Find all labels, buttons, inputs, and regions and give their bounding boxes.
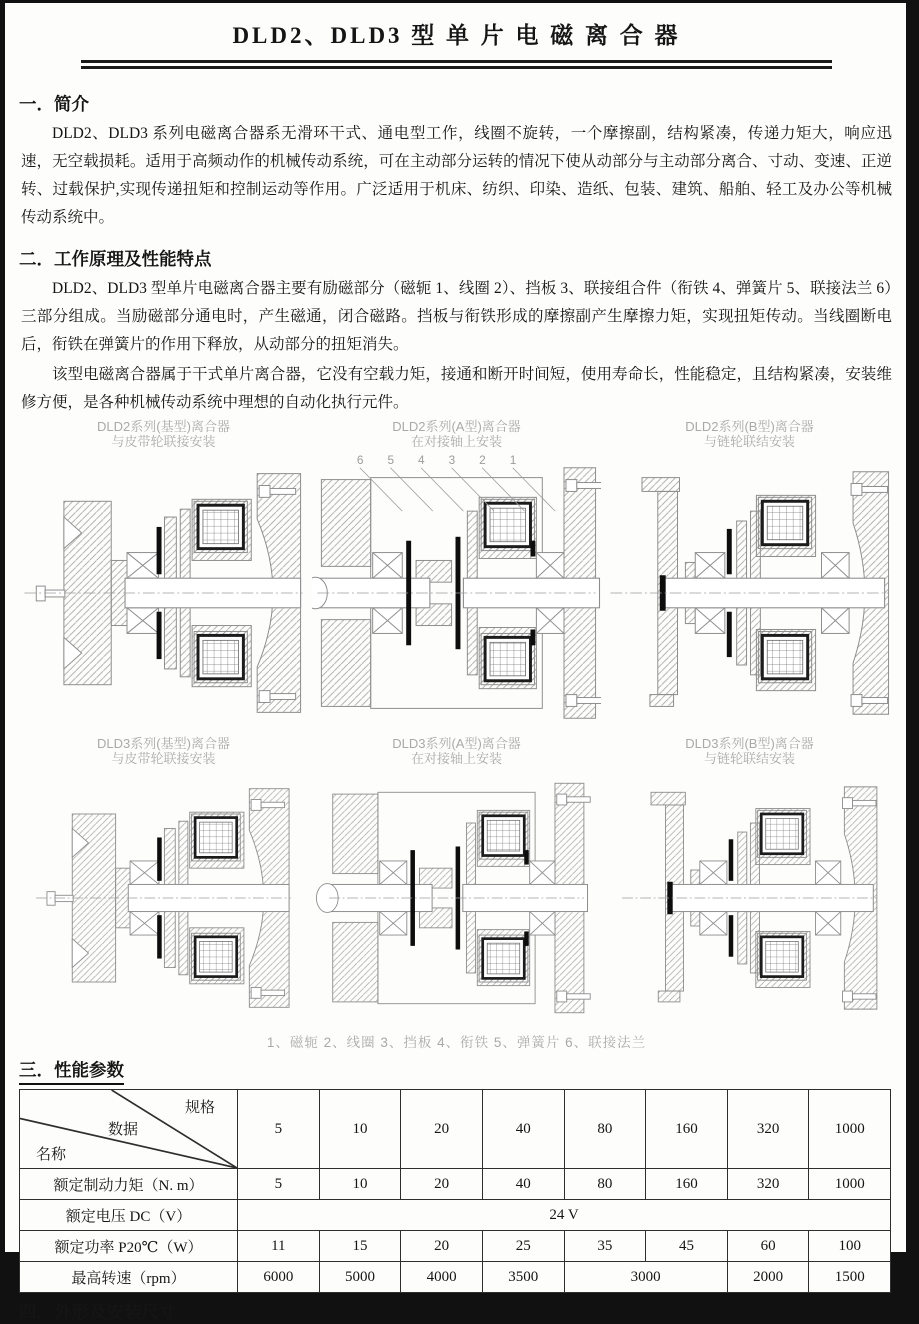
table-cell: 40 xyxy=(482,1169,564,1200)
table-cell: 320 xyxy=(727,1169,809,1200)
table-cell: 45 xyxy=(646,1231,728,1262)
table-cell: 3500 xyxy=(482,1262,564,1293)
clutch-drawing xyxy=(605,767,894,1029)
row-label: 最高转速（rpm） xyxy=(20,1262,238,1293)
figure-caption xyxy=(605,419,894,449)
figure-dld2-a xyxy=(312,419,601,736)
table-cell: 20 xyxy=(401,1231,483,1262)
table-cell: 11 xyxy=(238,1231,320,1262)
figure-row-2 xyxy=(19,736,894,1029)
caption-line1: DLD2系列(A型)离合器 xyxy=(392,419,521,434)
spec-col: 40 xyxy=(482,1090,564,1169)
caption-line2: 在对接轴上安装 xyxy=(410,751,502,766)
table-cell: 24 V xyxy=(238,1200,891,1231)
figure-dld2-base xyxy=(19,419,308,736)
caption-line2: 与皮带轮联接安装 xyxy=(111,751,216,766)
caption-line1: DLD2系列(B型)离合器 xyxy=(685,419,814,434)
figure-row-1 xyxy=(19,419,894,736)
figure-dld2-b xyxy=(605,419,894,736)
svg-text:1: 1 xyxy=(509,452,517,467)
svg-text:5: 5 xyxy=(387,452,395,467)
table-cell: 5 xyxy=(238,1169,320,1200)
spec-col: 160 xyxy=(646,1090,728,1169)
row-label: 额定电压 DC（V） xyxy=(20,1200,238,1231)
figure-dld3-a xyxy=(312,736,601,1029)
figure-caption xyxy=(19,419,308,449)
table-cell: 1000 xyxy=(809,1169,891,1200)
table-cell: 2000 xyxy=(727,1262,809,1293)
document-page xyxy=(5,3,906,1322)
section4-heading: 四．外形及安装尺寸 xyxy=(19,1302,177,1322)
table-cell: 20 xyxy=(401,1169,483,1200)
row-label: 额定制动力矩（N. m） xyxy=(20,1169,238,1200)
table-cell: 3000 xyxy=(564,1262,727,1293)
table-cell: 60 xyxy=(727,1231,809,1262)
caption-line2: 与皮带轮联接安装 xyxy=(111,434,216,449)
table-cell: 15 xyxy=(319,1231,401,1262)
clutch-drawing xyxy=(19,450,308,736)
svg-text:6: 6 xyxy=(356,452,364,467)
figure-dld3-base xyxy=(19,736,308,1029)
parts-legend: 1、磁轭 2、线圈 3、挡板 4、衔铁 5、弹簧片 6、联接法兰 xyxy=(266,1035,647,1050)
table-cell: 10 xyxy=(319,1169,401,1200)
table-cell: 100 xyxy=(809,1231,891,1262)
spec-col: 5 xyxy=(238,1090,320,1169)
clutch-drawing xyxy=(605,450,894,736)
title-divider xyxy=(81,60,832,69)
section1-heading: 一．简介 xyxy=(19,94,89,114)
svg-text:4: 4 xyxy=(418,452,425,467)
section3-heading-text: 三．性能参数 xyxy=(19,1057,124,1085)
row-label: 额定功率 P20℃（W） xyxy=(20,1231,238,1262)
table-cell: 4000 xyxy=(401,1262,483,1293)
table-cell: 35 xyxy=(564,1231,646,1262)
caption-line2: 与链轮联结安装 xyxy=(703,751,795,766)
spec-col: 320 xyxy=(727,1090,809,1169)
figure-caption xyxy=(312,736,601,766)
page-title: DLD2、DLD3 型 单 片 电 磁 离 合 器 xyxy=(232,23,681,48)
table-cell: 160 xyxy=(646,1169,728,1200)
table-row-power xyxy=(20,1231,891,1262)
section2-heading: 二．工作原理及性能特点 xyxy=(19,249,212,269)
table-row-torque xyxy=(20,1169,891,1200)
table-cell: 1500 xyxy=(809,1262,891,1293)
corner-label-spec: 规格 xyxy=(184,1100,215,1116)
table-row-speed xyxy=(20,1262,891,1293)
figure-caption xyxy=(19,736,308,766)
svg-text:2: 2 xyxy=(479,452,486,467)
spec-col: 20 xyxy=(401,1090,483,1169)
figures-area xyxy=(19,419,894,1051)
table-cell: 5000 xyxy=(319,1262,401,1293)
table-cell: 25 xyxy=(482,1231,564,1262)
section2-paragraph-1: DLD2、DLD3 型单片电磁离合器主要有励磁部分（磁轭 1、线圈 2）、挡板 3、联接组合件（衔铁 4、弹簧片 5、联接法兰 6）三部分组成。当励磁部分通电时，产生磁通，闭合磁路。挡板与衔铁形成的摩擦副产生摩擦力矩，实现扭矩传动。当线圈断电后，衔铁在弹簧片的作用下释放，从动部分的扭矩消失。 xyxy=(21,280,892,353)
table-corner-cell xyxy=(20,1090,238,1169)
table-cell: 6000 xyxy=(238,1262,320,1293)
clutch-drawing xyxy=(312,450,601,736)
corner-label-name: 名称 xyxy=(36,1147,67,1163)
caption-line1: DLD3系列(B型)离合器 xyxy=(685,736,814,751)
clutch-drawing xyxy=(19,767,308,1029)
figure-dld3-b xyxy=(605,736,894,1029)
figure-caption xyxy=(605,736,894,766)
section1-paragraph: DLD2、DLD3 系列电磁离合器系无滑环干式、通电型工作，线圈不旋转，一个摩擦副，结构紧凑，传递力矩大，响应迅速，无空载损耗。适用于高频动作的机械传动系统，可在主动部分运转的情况下使从动部分与主动部分离合、寸动、变速、正逆转、过载保护,实现传递扭矩和控制运动等作用。广泛适用于机床、纺织、印染、造纸、包装、建筑、船舶、轻工及办公等机械传动系统中。 xyxy=(21,125,892,226)
figure-caption xyxy=(312,419,601,449)
spec-col: 80 xyxy=(564,1090,646,1169)
caption-line2: 在对接轴上安装 xyxy=(410,434,502,449)
table-row-voltage xyxy=(20,1200,891,1231)
caption-line1: DLD3系列(A型)离合器 xyxy=(392,736,521,751)
caption-line1: DLD2系列(基型)离合器 xyxy=(97,419,230,434)
performance-table xyxy=(19,1089,891,1293)
section3-heading xyxy=(19,1057,894,1085)
clutch-drawing xyxy=(312,767,601,1029)
table-cell: 80 xyxy=(564,1169,646,1200)
caption-line2: 与链轮联结安装 xyxy=(703,434,795,449)
corner-label-data: 数据 xyxy=(108,1122,139,1138)
section2-paragraph-2: 该型电磁离合器属于干式单片离合器，它没有空载力矩，接通和断开时间短，使用寿命长，性能稳定，且结构紧凑，安装维修方便，是各种机械传动系统中理想的自动化执行元件。 xyxy=(21,366,892,411)
spec-col: 10 xyxy=(319,1090,401,1169)
caption-line1: DLD3系列(基型)离合器 xyxy=(97,736,230,751)
spec-col: 1000 xyxy=(809,1090,891,1169)
svg-text:3: 3 xyxy=(448,452,456,467)
